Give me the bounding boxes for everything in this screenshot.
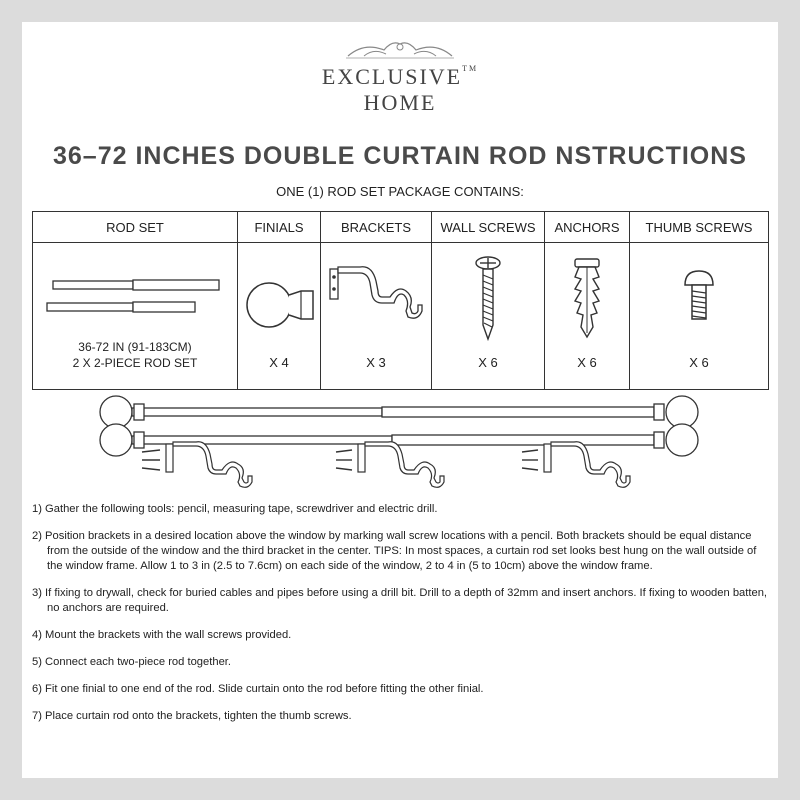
cell-finials bbox=[238, 243, 321, 390]
rod-set-length: 36-72 IN (91-183CM) bbox=[78, 340, 192, 354]
assembled-rod-illustration bbox=[90, 390, 710, 490]
wall-screws-quantity: X 6 bbox=[478, 355, 498, 370]
step-4: 4) Mount the brackets with the wall screws provided. bbox=[32, 629, 292, 641]
brackets-quantity: X 3 bbox=[366, 355, 386, 370]
step-6: 6) Fit one finial to one end of the rod. Slide curtain onto the rod before fitting the other finial. bbox=[32, 683, 484, 695]
cell-wall-screws bbox=[432, 243, 545, 390]
anchor-icon bbox=[565, 255, 609, 345]
cell-thumb-screws bbox=[630, 243, 769, 390]
package-contents-subtitle: ONE (1) ROD SET PACKAGE CONTAINS: bbox=[276, 184, 524, 199]
brand-line-1: EXCLUSIVE™ bbox=[321, 64, 479, 89]
bracket-icon bbox=[324, 261, 428, 341]
rod-set-icon bbox=[45, 271, 225, 331]
rod-set-description bbox=[33, 339, 237, 371]
step-7: 7) Place curtain rod onto the brackets, tighten the thumb screws. bbox=[32, 710, 352, 722]
step-1: 1) Gather the following tools: pencil, measuring tape, screwdriver and electric drill. bbox=[32, 503, 438, 515]
finial-icon bbox=[239, 267, 319, 337]
header-wall-screws: WALL SCREWS bbox=[432, 212, 545, 243]
parts-content-row bbox=[33, 243, 769, 390]
anchors-quantity: X 6 bbox=[577, 355, 597, 370]
header-brackets: BRACKETS bbox=[321, 212, 432, 243]
step-5: 5) Connect each two-piece rod together. bbox=[32, 656, 232, 668]
thumb-screw-icon bbox=[679, 269, 719, 329]
cell-brackets bbox=[321, 243, 432, 390]
parts-header-row bbox=[33, 212, 769, 243]
page-title: 36–72 INCHES DOUBLE CURTAIN ROD NSTRUCTIONS bbox=[52, 142, 747, 170]
parts-table bbox=[32, 211, 769, 390]
header-anchors: ANCHORS bbox=[545, 212, 630, 243]
wall-screw-icon bbox=[468, 255, 508, 345]
instruction-steps bbox=[32, 502, 772, 736]
header-thumb-screws: THUMB SCREWS bbox=[630, 212, 769, 243]
step-3: 3) If fixing to drywall, check for buried cables and pipes before using a drill bit. Drill to a depth of 32mm and insert anchors. If fixing to wooden batten, no anchors are required. bbox=[32, 587, 768, 614]
cell-anchors bbox=[545, 243, 630, 390]
rod-set-count: 2 X 2-PIECE ROD SET bbox=[72, 356, 198, 370]
brand-line-2: HOME bbox=[363, 90, 437, 115]
cell-rod-set bbox=[33, 243, 238, 390]
step-2: 2) Position brackets in a desired location above the window by marking wall screw locations with a pencil. Both brackets should be equal distance from the outside of the window and the third bracket in the center. TIPS: In most spaces, a curtain rod set looks best hung on the wall outside of the window frame. Allow 1 to 3 in (2.5 to 7.6cm) on each side of the window, 2 to 4 in (5 to 10cm) above the window frame. bbox=[32, 530, 757, 572]
finials-quantity: X 4 bbox=[269, 355, 289, 370]
ornament-logo-icon bbox=[344, 38, 456, 60]
header-rod-set: ROD SET bbox=[33, 212, 238, 243]
thumb-screws-quantity: X 6 bbox=[689, 355, 709, 370]
header-finials: FINIALS bbox=[238, 212, 321, 243]
